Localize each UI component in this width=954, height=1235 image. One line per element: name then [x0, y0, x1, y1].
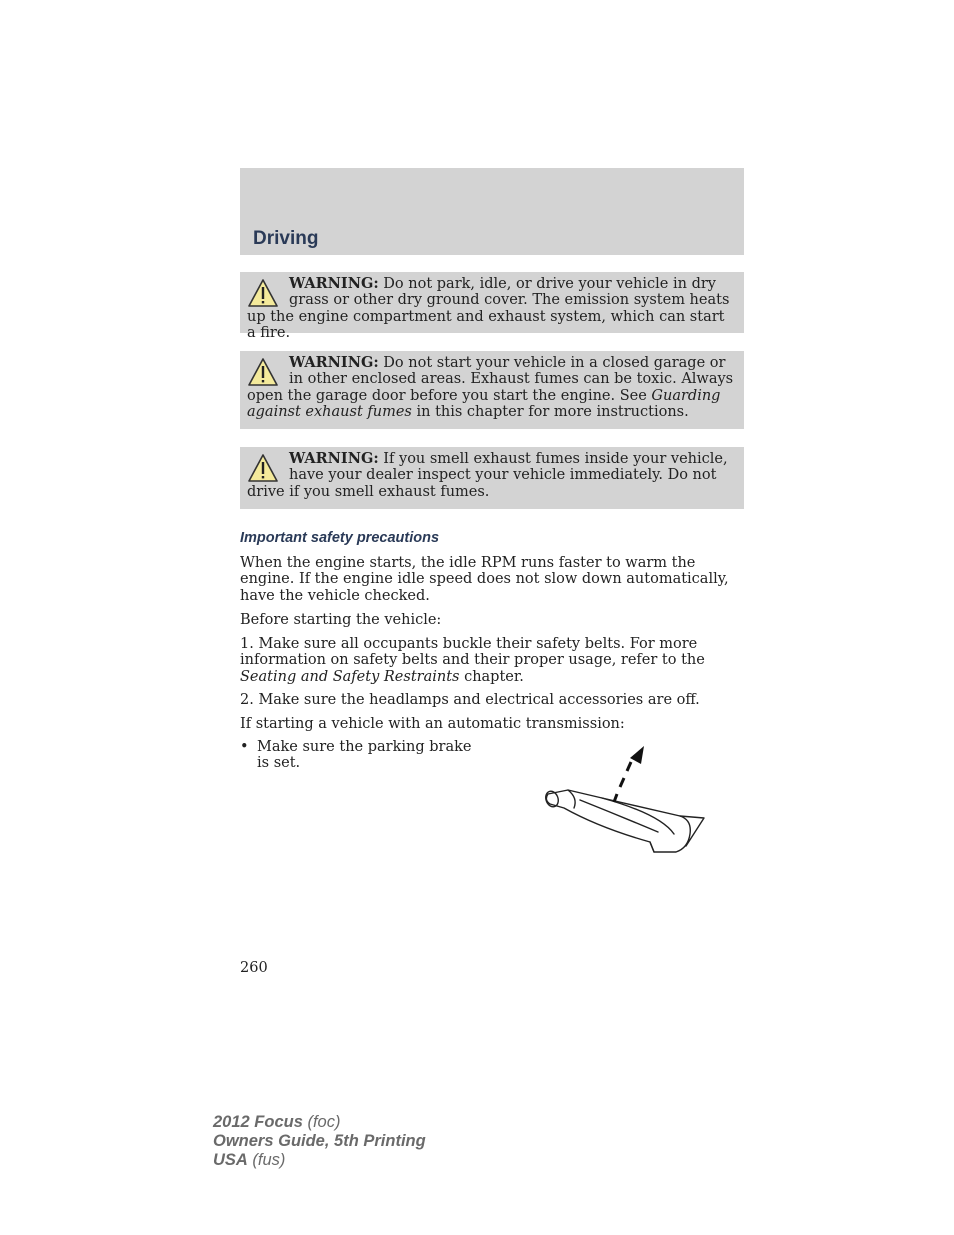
warning-box-1: [240, 272, 744, 341]
warning-triangle-icon: [247, 278, 279, 308]
paragraph-automatic: If starting a vehicle with an automatic transmission:: [240, 716, 625, 732]
section-header: [240, 168, 744, 255]
warning-triangle-icon: [247, 357, 279, 387]
warning-box-3: [240, 447, 744, 509]
warning-label: WARNING:: [289, 354, 379, 371]
warning-label: WARNING:: [289, 275, 379, 292]
footer-region: [213, 1151, 426, 1170]
paragraph-idle: When the engine starts, the idle RPM runs faster to warm the engine. If the engine idle speed does not slow down automatically, have the vehicle checked.: [240, 555, 729, 604]
paragraph-step-2: 2. Make sure the headlamps and electrical accessories are off.: [240, 692, 700, 708]
paragraph-step-1: [240, 636, 744, 685]
bullet-marker: •: [240, 739, 249, 755]
parking-brake-illustration: [540, 742, 708, 858]
section-title: Driving: [253, 228, 319, 249]
document-footer: [213, 1113, 426, 1170]
footer-guide: [213, 1132, 426, 1151]
footer-region-name: USA: [213, 1151, 248, 1169]
cross-reference: Guarding against exhaust fumes: [247, 387, 721, 420]
warning-text: Do not start your vehicle in a closed garage or in other enclosed areas. Exhaust fumes can be toxic. Always open the garage door before you start the engine. See: [247, 355, 734, 404]
footer-model-name: 2012 Focus: [213, 1113, 303, 1131]
footer-region-code: (fus): [247, 1151, 286, 1169]
warning-box-2: [240, 351, 744, 429]
warning-text: Do not park, idle, or drive your vehicle in dry grass or other dry ground cover. The emission system heats up the engine compartment and exhaust system, which can start a fire.: [247, 276, 730, 341]
page-number: 260: [240, 960, 268, 976]
warning-triangle-icon: [247, 453, 279, 483]
step-1-end: chapter.: [459, 668, 524, 685]
footer-guide-name: Owners Guide, 5th Printing: [213, 1132, 426, 1150]
subheading: Important safety precautions: [240, 530, 440, 546]
footer-model-code: (foc): [302, 1113, 341, 1131]
bullet-text: Make sure the parking brake is set.: [257, 739, 472, 772]
warning-label: WARNING:: [289, 450, 379, 467]
paragraph-before: Before starting the vehicle:: [240, 612, 442, 628]
footer-model: [213, 1113, 426, 1132]
warning-text-end: in this chapter for more instructions.: [411, 403, 689, 420]
step-1-reference: Seating and Safety Restraints: [240, 668, 460, 685]
warning-text: If you smell exhaust fumes inside your vehicle, have your dealer inspect your vehicle immediately. Do not drive if you smell exhaust fumes.: [247, 451, 728, 500]
step-1-text: 1. Make sure all occupants buckle their safety belts. For more information on safety belts and their proper usage, refer to the: [240, 636, 705, 669]
